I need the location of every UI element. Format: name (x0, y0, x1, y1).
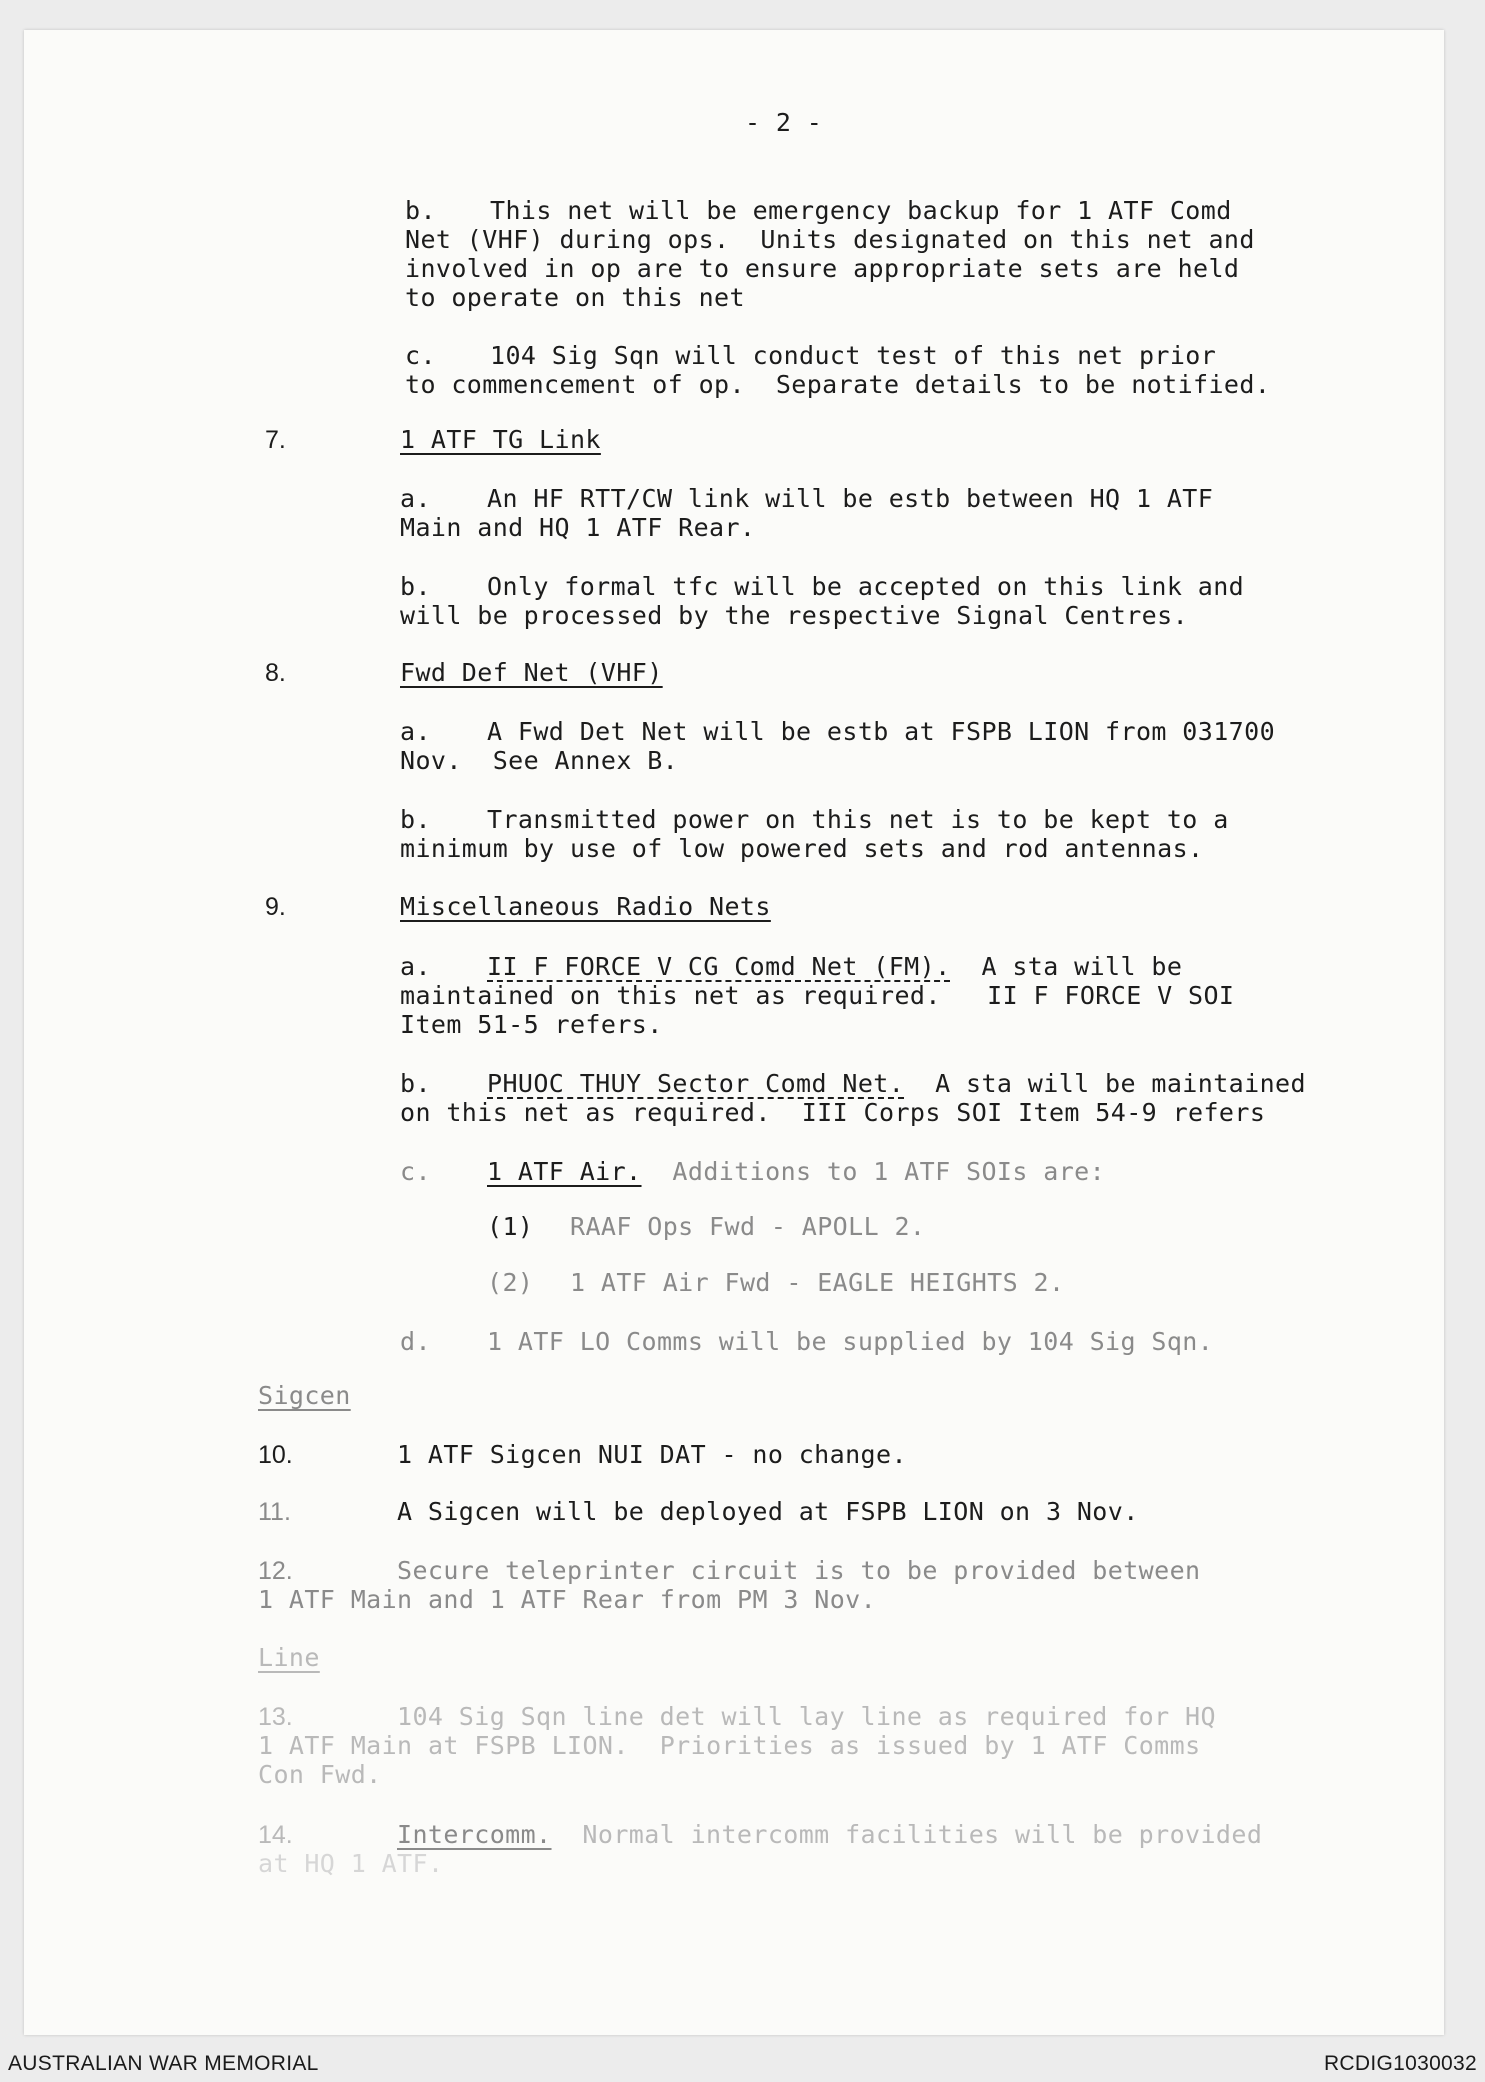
para9-c-item1-text: RAAF Ops Fwd - APOLL 2. (570, 1212, 926, 1241)
para9-c-letter: c. (400, 1157, 431, 1186)
para12-line2: 1 ATF Main and 1 ATF Rear from PM 3 Nov. (258, 1585, 877, 1614)
para8-b-line1: Transmitted power on this net is to be kept to a (487, 805, 1229, 834)
para8-a-line2: Nov. See Annex B. (400, 746, 679, 775)
para8-heading: Fwd Def Net (VHF) (400, 658, 663, 687)
para9-a-line1-rest: A sta will be (950, 952, 1183, 981)
para6-b-line3: involved in op are to ensure appropriate sets are held (405, 254, 1240, 283)
para9-c-item2-text: 1 ATF Air Fwd - EAGLE HEIGHTS 2. (570, 1268, 1065, 1297)
para8-a-line1: A Fwd Det Net will be estb at FSPB LION from 031700 (487, 717, 1276, 746)
para6-b-line2: Net (VHF) during ops. Units designated on this net and (405, 225, 1255, 254)
para7-b-line1: Only formal tfc will be accepted on this link and (487, 572, 1245, 601)
para9-c-rest: Additions to 1 ATF SOIs are: (641, 1157, 1106, 1186)
para6-c-letter: c. (405, 341, 436, 370)
para14-line1 (397, 1820, 1262, 1850)
footer-source: AUSTRALIAN WAR MEMORIAL (8, 2052, 319, 2075)
para8-number: 8. (265, 659, 286, 687)
para11-number: 11. (258, 1498, 291, 1526)
para6-c-line1: 104 Sig Sqn will conduct test of this net prior (490, 341, 1217, 370)
para9-a-line1 (487, 952, 1182, 982)
para8-a-letter: a. (400, 717, 431, 746)
para6-b-line4: to operate on this net (405, 283, 745, 312)
para7-b-letter: b. (400, 572, 431, 601)
para11-text: A Sigcen will be deployed at FSPB LION on 3 Nov. (397, 1497, 1139, 1526)
para9-a-line3: Item 51-5 refers. (400, 1010, 663, 1039)
para7-b-line2: will be processed by the respective Signal Centres. (400, 601, 1189, 630)
para9-b-line1-rest: A sta will be maintained (904, 1069, 1306, 1098)
para10-number: 10. (258, 1441, 293, 1469)
para13-line1: 104 Sig Sqn line det will lay line as required for HQ (397, 1702, 1216, 1731)
para14-title: Intercomm. (397, 1820, 552, 1849)
para8-b-line2: minimum by use of low powered sets and rod antennas. (400, 834, 1204, 863)
para12-line1: Secure teleprinter circuit is to be provided between (397, 1556, 1201, 1585)
para6-b-letter: b. (405, 196, 436, 225)
para9-b-line2: on this net as required. III Corps SOI Item 54-9 refers (400, 1098, 1266, 1127)
para7-heading: 1 ATF TG Link (400, 425, 601, 454)
para6-b-line1: This net will be emergency backup for 1 ATF Comd (490, 196, 1232, 225)
para7-a-letter: a. (400, 484, 431, 513)
para9-b-title: PHUOC THUY Sector Comd Net. (487, 1069, 905, 1098)
para7-a-line2: Main and HQ 1 ATF Rear. (400, 513, 756, 542)
para9-heading: Miscellaneous Radio Nets (400, 892, 771, 921)
sigcen-heading: Sigcen (258, 1381, 351, 1410)
para7-a-line1: An HF RTT/CW link will be estb between HQ 1 ATF (487, 484, 1214, 513)
para9-d-text: 1 ATF LO Comms will be supplied by 104 Sig Sqn. (487, 1327, 1214, 1356)
para9-number: 9. (265, 893, 286, 921)
para9-a-line2: maintained on this net as required. II F FORCE V SOI (400, 981, 1235, 1010)
para9-c-line (487, 1157, 1105, 1187)
para13-line2: 1 ATF Main at FSPB LION. Priorities as issued by 1 ATF Comms (258, 1731, 1201, 1760)
para13-number: 13. (258, 1703, 293, 1731)
para9-c-item1-num: (1) (487, 1212, 534, 1241)
line-heading: Line (258, 1643, 320, 1672)
para14-rest: Normal intercomm facilities will be provided (551, 1820, 1263, 1849)
para9-c-title: 1 ATF Air. (487, 1157, 642, 1186)
para10-text: 1 ATF Sigcen NUI DAT - no change. (397, 1440, 907, 1469)
para12-number: 12. (258, 1557, 293, 1585)
para6-c-line2: to commencement of op. Separate details to be notified. (405, 370, 1271, 399)
para8-b-letter: b. (400, 805, 431, 834)
para7-number: 7. (265, 426, 286, 454)
para9-c-item2-num: (2) (487, 1268, 534, 1297)
page-number: - 2 - (745, 108, 823, 137)
para14-number: 14. (258, 1821, 293, 1849)
para9-b-line1 (487, 1069, 1306, 1099)
para13-line3: Con Fwd. (258, 1760, 382, 1789)
para9-a-letter: a. (400, 952, 431, 981)
para14-line2: at HQ 1 ATF. (258, 1849, 444, 1878)
para9-b-letter: b. (400, 1069, 431, 1098)
para9-a-title: II F FORCE V CG Comd Net (FM). (487, 952, 951, 981)
para9-d-letter: d. (400, 1327, 431, 1356)
footer-reference-id: RCDIG1030032 (1323, 2052, 1477, 2075)
